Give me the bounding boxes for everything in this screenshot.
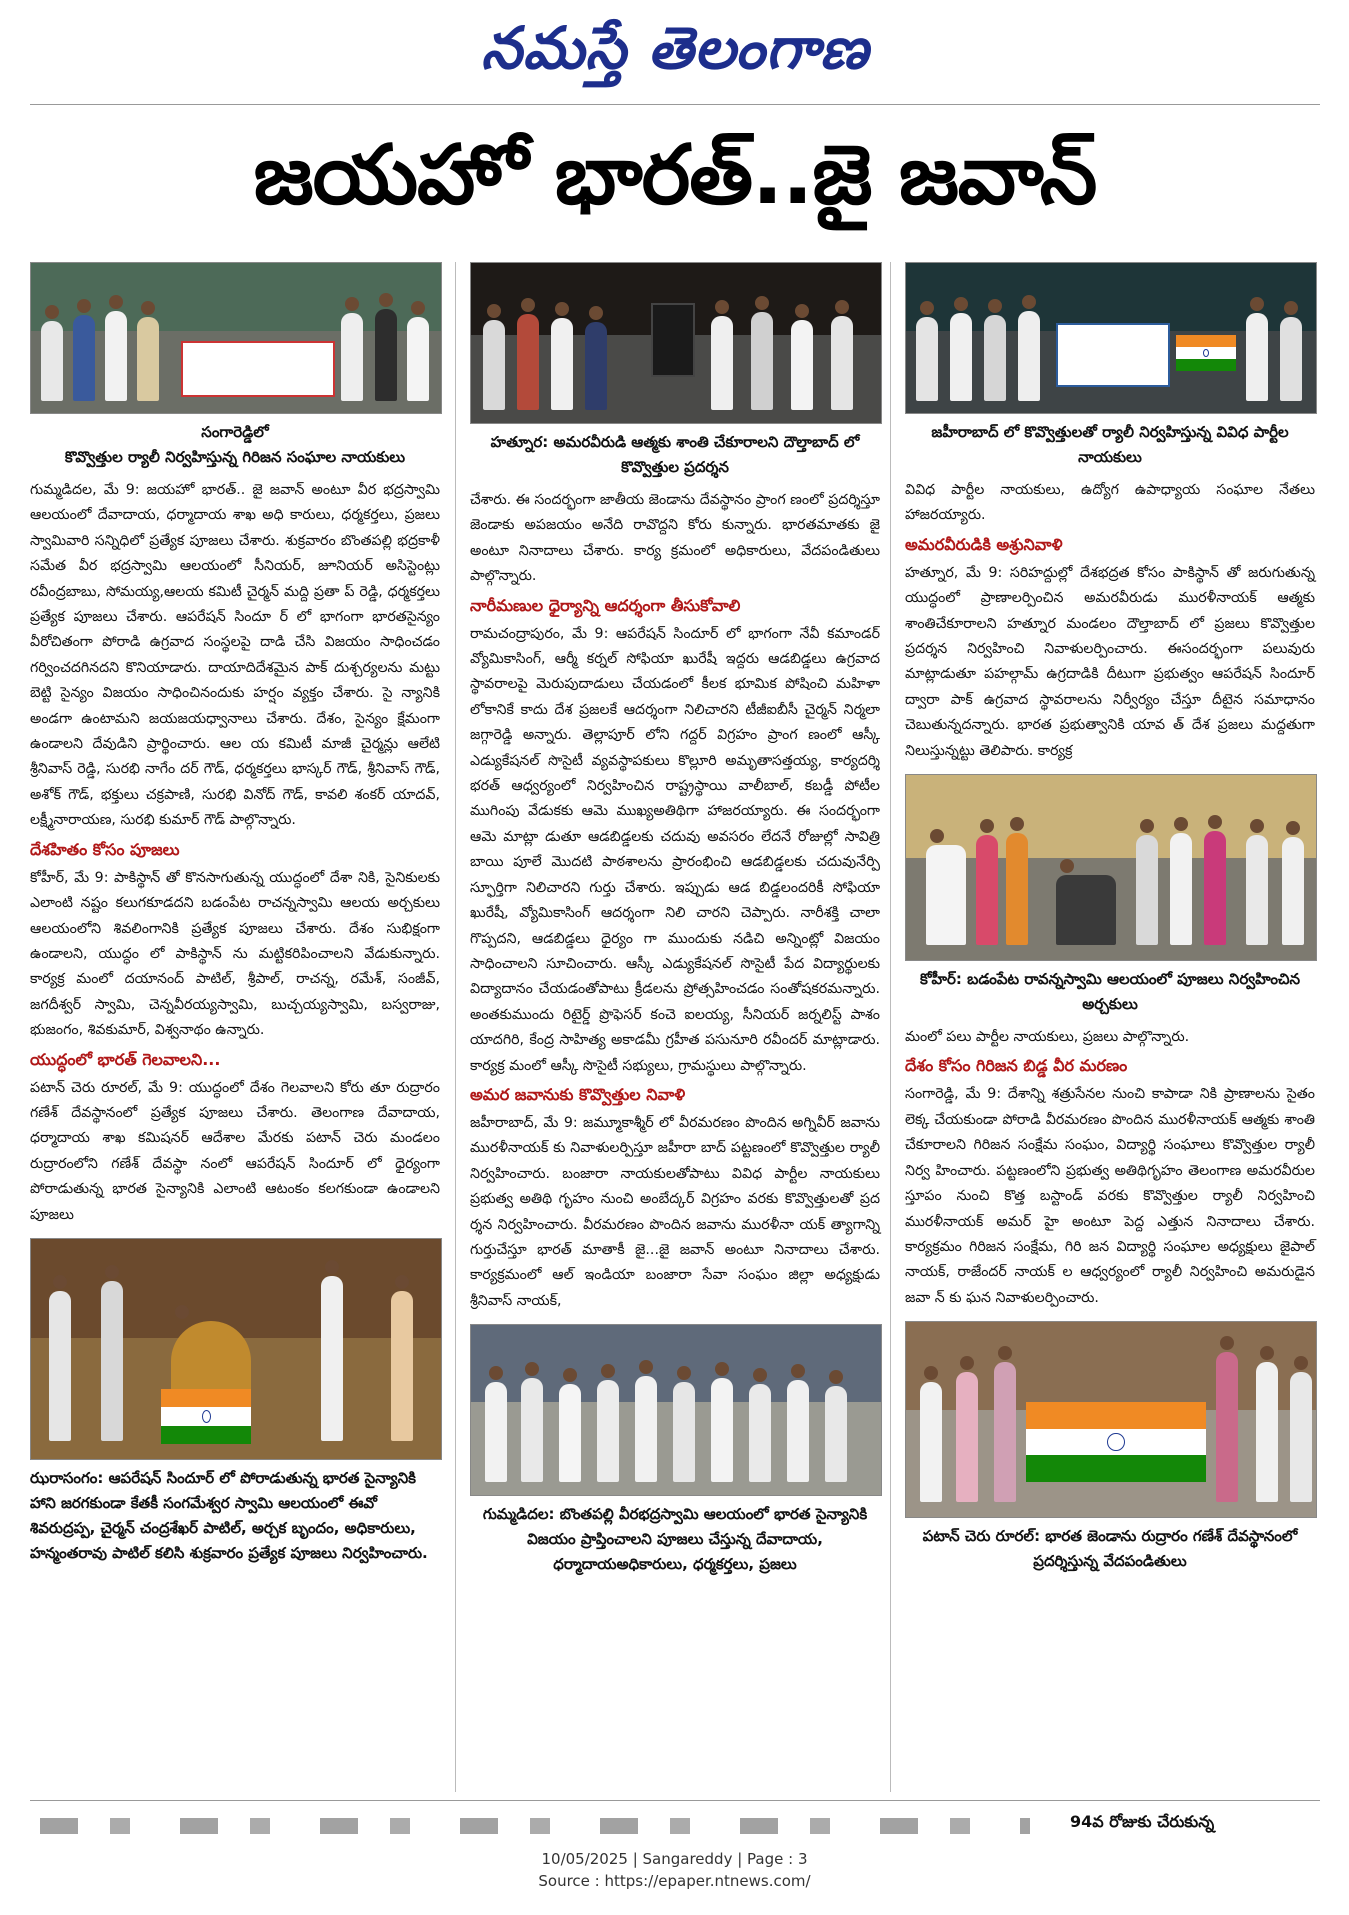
photo-bonthapalli-temple-group: [470, 1324, 882, 1496]
newspaper-page: [30, 0, 1320, 1835]
bottom-divider: [30, 1800, 1320, 1801]
article-paragraph: చేశారు. ఈ సందర్భంగా జాతీయ జెండాను దేవస్థానం ప్రాంగ ణంలో ప్రదర్శిస్తూ జెండాకు అపజయం అనేది రావొద్దని కోరు కున్నారు. భారతమాతకు జై అంటూ నినాదాలు చేశారు. కార్య క్రమంలో అధికారులు, వేదపండితులు పాల్గొన్నారు.: [470, 492, 880, 585]
photo-caption: పటాన్ చెరు రూరల్: భారత జెండాను రుద్రారం గణేశ్ దేవస్థానంలో ప్రదర్శిస్తున్న వేదపండితులు: [922, 1527, 1298, 1571]
column-divider: [455, 262, 456, 1792]
article-subheading: దేశం కోసం గిరిజన బిడ్డ వీర మరణం: [905, 1056, 1128, 1076]
masthead-logo: నమస్తే తెలంగాణ: [481, 14, 869, 82]
photo-caption: హత్నూర: అమరవీరుడి ఆత్మకు శాంతి చేకూరాలని దౌల్తాబాద్ లో కొవ్వొత్తుల ప్రదర్శన: [490, 433, 860, 476]
photo-temple-pooja-jharasangam: [30, 1238, 442, 1460]
masthead-divider: [30, 104, 1320, 105]
article-paragraph: సంగారెడ్డి, మే 9: దేశాన్ని శత్రుసేనల నుంచి కాపాడా నికి ప్రాణాలను సైతం లెక్క చేయకుండా పోరాడి వీరమరణం పొందిన మురళీనాయక్ ఆత్మకు శాంతి చేకూరాలని గిరిజన సంక్షేమ సంఘం, విద్యార్థి సంఘాలు కొవ్వొత్తుల ర్యాలీ నిర్వ హించారు. పట్టణంలోని ప్రభుత్వ అతిథిగృహం తెలంగాణ అమరవీరుల స్తూపం నుంచి కొత్త బస్టాండ్ వరకు కొవ్వొత్తుల ర్యాలీ నిర్వహించి మురళీనాయక్ అమర్ హై అంటూ పెద్ద ఎత్తున నినాదాలు చేశారు. కార్యక్రమం గిరిజన సంక్షేమ, గిరి జన విద్యార్థి సంఘాల అధ్యక్షులు జైపాల్ నాయక్, రాజేందర్ నాయక్ ల ఆధ్వర్యంలో ర్యాలీ నిర్వహించి అమరుడైన జవా న్ కు ఘన నివాళులర్పించారు.: [905, 1086, 1315, 1306]
photo-caption: సంగారెడ్డిలో: [201, 423, 269, 441]
article-paragraph: కోహీర్, మే 9: పాకిస్థాన్ తో కొనసాగుతున్న యుద్ధంలో దేశా నికి, సైనికులకు ఎలాంటి నష్టం కలుగకూడదని బడంపేట రాచన్నస్వామి ఆలయ అర్చకులు ఆలయంలోని శివలింగానికి ప్రత్యేక పూజలు చేశారు. దేశం సుభిక్షంగా ఉండాలని, యుద్ధం లో పాకిస్థాన్ ను మట్టికరిపించాలని వేడుకున్నారు. కార్యక్ర మంలో దయానంద్ పాటిల్, శ్రీపాల్, రాచన్న, రమేశ్, సంజీవ్, జగదీశ్వర్ స్వామి, చెన్నవీరయ్యస్వామి, బుచ్చయ్యస్వామి, బస్వరాజు, భుజంగం, శివకుమార్, విశ్వనాథం ఉన్నారు.: [30, 869, 440, 1039]
column-3: [905, 262, 1315, 1582]
photo-caption: ఝరాసంగం: ఆపరేషన్ సిందూర్ లో పోరాడుతున్న భారత సైన్యానికి హాని జరగకుండా కేతకీ సంగమేశ్వర స్వామి ఆలయంలో ఈవో శివరుద్రప్ప, చైర్మన్ చంద్రశేఖర్ పాటిల్, అర్చక బృందం, అధికారులు, హన్మంతరావు పాటిల్ కలిసి శుక్రవారం ప్రత్యేక పూజలు నిర్వహించారు.: [30, 1468, 428, 1562]
photo-caption: కొవ్వొత్తుల ర్యాలీ నిర్వహిస్తున్న గిరిజన సంఘాల నాయకులు: [64, 448, 406, 466]
column-divider: [890, 262, 891, 1792]
article-paragraph: హత్నూర, మే 9: సరిహద్దుల్లో దేశభద్రత కోసం పాకిస్థాన్ తో జరుగుతున్న యుద్ధంలో ప్రాణాలర్పించిన అమరవీరుడు మురళీనాయక్ ఆత్మకు శాంతిచేకూరాలని హత్నూర మండలం దౌల్తాబాద్ లో ప్రజలు కొవ్వొత్తుల ప్రదర్శన నిర్వహించి నివాళులర్పించారు. ఈసందర్భంగా పలువురు మాట్లాడుతూ పహల్గామ్ ఉగ్రదాడికి దీటుగా ప్రభుత్వం ఆపరేషన్ సిందూర్ ద్వారా పాక్ ఉగ్రవాద స్థావరాలను నిర్వీర్యం చేస్తూ దీటైన సమాధానం చెబుతున్నదన్నారు. భారత ప్రభుత్వానికి యావ త్ దేశ ప్రజలు మద్దతుగా నిలుస్తున్నట్టు తెలిపారు. కార్యక్ర: [905, 564, 1315, 759]
footer-source: Source : https://epaper.ntnews.com/: [538, 1872, 811, 1890]
article-paragraph: రామచంద్రాపురం, మే 9: ఆపరేషన్ సిందూర్ లో భాగంగా నేవీ కమాండర్ వ్యోమికాసింగ్, ఆర్మీ కర్నల్ సోఫియా ఖురేషీ ఇద్దరు ఆడబిడ్డలు ఉగ్రవాద స్థావరాలపై మెరుపుదాడులు చేయడంలో కీలక భూమిక పోషించి మహిళా లోకానికే కాదు దేశ ప్రజలకే ఆదర్శంగా నిలిచారని టీజీఐబీసీ చైర్మన్ నిర్మలా జగ్గారెడ్డి అన్నారు. తెల్లాపూర్ లోని గద్దర్ విగ్రహం ప్రాంగ ణంలో ఆస్కీ ఎడ్యుకేషనల్ సొసైటీ వ్యవస్థాపకులు కొల్లూరి అమృతాసత్తయ్య, కార్యదర్శి భరత్ ఆధ్వర్యంలో నిర్వహించిన రాష్ట్రస్థాయి వాలీబాల్, కబడ్డీ పోటీల ముగింపు వేడుకకు ఆమె ముఖ్యఅతిథిగా హాజరయ్యారు. ఈ సందర్భంగా ఆమె మాట్లా డుతూ ఆడబిడ్డలకు చదువు అవసరం లేదనే రోజుల్లో సావిత్రి బాయి పూలే మొదటి పాఠశాలను ప్రారంభించి ఆడబిడ్డలకు చదువునేర్పి స్ఫూర్తిగా నిలిచారని గుర్తు చేశారు. ఇప్పుడు ఆడ బిడ్డలందరికీ సోఫియా ఖురేషీ, వ్యోమికాసింగ్ ఆదర్శంగా నిలి చారని చెప్పారు. నారీశక్తి చాలా గొప్పదని, ఆడబిడ్డలు ధైర్యం గా ముందుకు నడిచి అన్నింట్లో విజయం సాధించాలని సూచించారు. ఆస్కీ ఎడ్యుకేషనల్ సొసైటీ పేద విద్యార్థులకు విద్యాదానం చేయడంతోపాటు క్రీడలను ప్రోత్సహించడం సంతోషకరమన్నారు. అంతకుముందు రిటైర్డ్ ప్రొఫెసర్ కంచె ఐలయ్య, సీనియర్ జర్నలిస్ట్ పాశం యాదగిరి, కేంద్ర సాహిత్య అకాడమీ గ్రహీత పసునూరి రవీందర్ మాట్లాడారు. కార్యక్ర మంలో ఆస్కీ సొసైటీ సభ్యులు, గ్రామస్థులు పాల్గొన్నారు.: [470, 625, 880, 1074]
photo-badampet-temple-priests: [905, 774, 1317, 961]
cropped-headline-strip: [40, 1818, 1030, 1834]
column-1: [30, 262, 440, 1574]
article-paragraph: గుమ్మడిదల, మే 9: జయహో భారత్.. జై జవాన్ అంటూ వీర భద్రస్వామి ఆలయంలో దేవాదాయ, ధర్మాదాయ శాఖ అధి కారులు, ధర్మకర్తలు, ప్రజలు స్వామివారి సన్నిధిలో ప్రత్యేక పూజలు చేశారు. శుక్రవారం బొంతపల్లి భద్రకాళీ సమేత వీర భద్రస్వామి ఆలయంలో సీనియర్, జూనియర్ అసిస్టెంట్లు రవీంద్రబాబు, సోమయ్య,ఆలయ కమిటీ చైర్మన్ మద్ది ప్రతా ప్ రెడ్డి, ధర్మకర్తలు ప్రత్యేక పూజలు చేశారు. ఆపరేషన్ సిందూ ర్ లో భాగంగా భారతసైన్యం వీరోచితంగా పోరాడి ఉగ్రవాద సంస్థలపై దాడి చేసి విజయం సాధించడం గర్వించదగినదని కొనియాడారు. దాయాదిదేశమైన పాక్ దుశ్చర్యలను మట్టు బెట్టి సైన్యం విజయం సాధించినందుకు హర్షం వ్యక్తం చేశారు. సై న్యానికి అండగా ఉంటామని జయజయధ్వానాలు చేశారు. దేశం, సైన్యం క్షేమంగా ఉండాలని దేవుడిని ప్రార్థించారు. ఆల య కమిటీ మాజీ చైర్మన్లు ఆలేటి శ్రీనివాస్ రెడ్డి, సురభి నాగేం దర్ గౌడ్, ధర్మకర్తలు భాస్కర్ గౌడ్, శ్రీనివాస్ గౌడ్, అశోక్ గౌడ్, భక్తులు చక్రపాణి, సురభి వినోద్ గౌడ్, కావలి శంకర్ యాదవ్, లక్ష్మీనారాయణ, సురభి కుమార్ గౌడ్ పాల్గొన్నారు.: [30, 482, 440, 829]
photo-candle-vigil-daulatabad: [470, 262, 882, 424]
photo-caption: కోహీర్: బడంపేట రావన్నస్వామి ఆలయంలో పూజలు నిర్వహించిన అర్చకులు: [919, 970, 1301, 1014]
article-paragraph: మంలో పలు పార్టీల నాయకులు, ప్రజలు పాల్గొన్నారు.: [905, 1029, 1190, 1046]
article-paragraph: వివిధ పార్టీల నాయకులు, ఉద్యోగ ఉపాధ్యాయ సంఘాల నేతలు హాజరయ్యారు.: [905, 482, 1315, 524]
teaser-text: 94వ రోజుకు చేరుకున్న: [1070, 1812, 1215, 1831]
photo-candle-rally-sangareddy: [30, 262, 442, 414]
photo-caption: జహీరాబాద్ లో కొవ్వొత్తులతో ర్యాలీ నిర్వహిస్తున్న వివిధ పార్టీల నాయకులు: [931, 423, 1289, 466]
article-subheading: దేశహితం కోసం పూజలు: [30, 839, 180, 859]
main-headline: జయహో భారత్..జై జవాన్: [253, 128, 1097, 223]
article-subheading: అమరవీరుడికి అశ్రునివాళి: [905, 534, 1063, 554]
photo-rudraram-flag-display: [905, 1321, 1317, 1518]
article-paragraph: పటాన్ చెరు రూరల్, మే 9: యుద్ధంలో దేశం గెలవాలని కోరు తూ రుద్రారం గణేశ్ దేవస్థానంలో ప్రత్యేక పూజలు చేశారు. తెలంగాణ దేవాదాయ, ధర్మాదాయ శాఖ కమిషనర్ ఆదేశాల మేరకు పటాన్ చెరు మండలం రుద్రారంలోని గణేశ్ దేవస్థా నంలో ఆపరేషన్ సిందూర్ లో ధైర్యంగా పోరాడుతున్న భారత సైన్యానికి ఎలాంటి ఆటంకం కలగకుండా ఉండాలని పూజలు: [30, 1079, 440, 1223]
article-subheading: యుద్ధంలో భారత్ గెలవాలని...: [30, 1049, 221, 1069]
article-subheading: నారీమణుల ధైర్యాన్ని ఆదర్శంగా తీసుకోవాలి: [470, 595, 741, 615]
article-subheading: అమర జవానుకు కొవ్వొత్తుల నివాళి: [470, 1084, 686, 1104]
column-2: [470, 262, 880, 1585]
photo-candle-rally-zaheerabad: [905, 262, 1317, 414]
photo-caption: గుమ్మడిదల: బొంతపల్లి వీరభద్రస్వామి ఆలయంలో భారత సైన్యానికి విజయం ప్రాప్తించాలని పూజలు చేస్తున్న దేవాదాయ, ధర్మాదాయఅధికారులు, ధర్మకర్తలు, ప్రజలు: [482, 1505, 868, 1574]
footer-date-edition: 10/05/2025 | Sangareddy | Page : 3: [541, 1850, 808, 1868]
article-paragraph: జహీరాబాద్, మే 9: జమ్మూకాశ్మీర్ లో వీరమరణం పొందిన అగ్నివీర్ జవాను మురళీనాయక్ కు నివాళులర్పిస్తూ జహీరా బాద్ పట్టణంలో కొవ్వొత్తుల ర్యాలీ నిర్వహించారు. బంజారా నాయకులతోపాటు వివిధ పార్టీల నాయకులు ప్రభుత్వ అతిథి గృహం నుంచి అంబేద్కర్ విగ్రహం వరకు కొవ్వొత్తులతో ప్రద ర్శన నిర్వహించారు. వీరమరణం పొందిన జవాను మురళీనా యక్ త్యాగాన్ని గుర్తుచేస్తూ భారత్ మాతాకీ జై...జై జవాన్ అంటూ నినాదాలు చేశారు. కార్యక్రమంలో ఆల్ ఇండియా బంజారా సేవా సంఘం జిల్లా అధ్యక్షుడు శ్రీనివాస్ నాయక్,: [470, 1114, 880, 1309]
